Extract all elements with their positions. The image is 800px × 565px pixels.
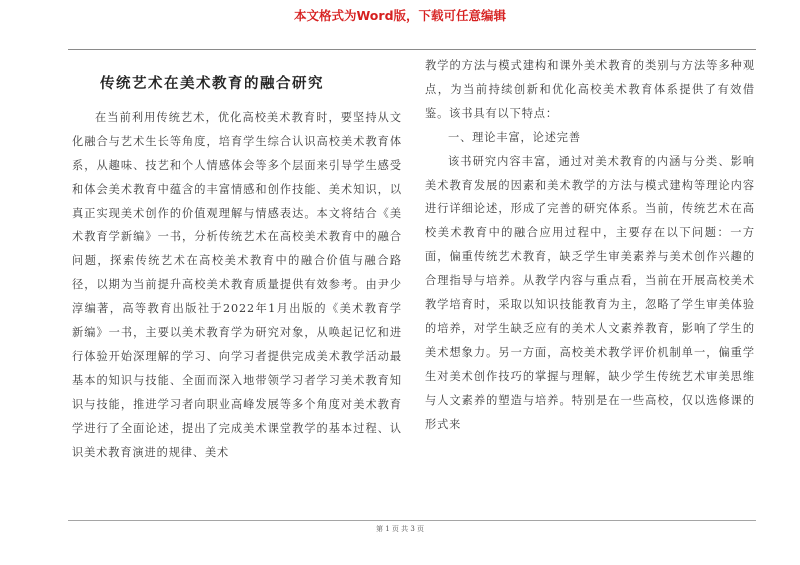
- section-heading: 一、理论丰富，论述完善: [448, 130, 581, 144]
- page-number: 第 1 页 共 3 页: [375, 525, 425, 533]
- left-column: [72, 54, 402, 465]
- article-title: 传统艺术在美术教育的融合研究: [100, 75, 324, 92]
- body-paragraph-continued: 教学的方法与模式建构和课外美术教育的类别与方法等多种观点，为当前持续创新和优化高校美术教育体系提供了有效借鉴。该书具有以下特点：: [425, 59, 755, 120]
- body-paragraph: 在当前利用传统艺术，优化高校美术教育时，要坚持从文化融合与艺术生长等角度，培育学生综合认识高校美术教育体系，从趣味、技艺和个人情感体会等多个层面来引导学生感受和体会美术教育中蕴含的丰富情感和创作技能、美术知识，以真正实现美术创作的价值观理解与情感表达。本文将结合《美术教育学新编》一书，分析传统艺术在高校美术教育中的融合问题，探索传统艺术在高校美术教育中的融合价值与融合路径，以期为当前提升高校美术教育质量提供有效参考。由尹少淳编著，高等教育出版社于2022年1月出版的《美术教育学新编》一书，主要以美术教育学为研究对象，从唤起记忆和进行体验开始深理解的学习、向学习者提供完成美术教学活动最基本的知识与技能、全面而深入地带领学习者学习美术教育知识与技能，推进学习者向职业高峰发展等多个角度对美术教育学进行了全面论述，提出了完成美术课堂教学的基本过程、认识美术教育演进的规律、美术: [72, 110, 402, 459]
- footer-rule: [68, 520, 756, 521]
- body-paragraph: 该书研究内容丰富，通过对美术教育的内涵与分类、影响美术教育发展的因素和美术教学的方法与模式建构等理论内容进行详细论述，形成了完善的研究体系。当前，传统艺术在高校美术教育中的融合应用过程中，主要存在以下问题：一方面，偏重传统艺术教育，缺乏学生审美素养与美术创作兴趣的合理指导与培养。从教学内容与重点看，当前在开展高校美术教学培育时，采取以知识技能教育为主，忽略了学生审美体验的培养，对学生缺乏应有的美术人文素养教育，影响了学生的美术想象力。另一方面，高校美术教学评价机制单一，偏重学生对美术创作技巧的掌握与理解，缺少学生传统艺术审美思维与人文素养的塑造与培养。特别是在一些高校，仅以选修课的形式来: [425, 154, 755, 431]
- right-column: [425, 54, 755, 437]
- header-rule: [68, 49, 756, 50]
- edit-notice-banner: 本文格式为Word版，下载可任意编辑: [293, 8, 507, 23]
